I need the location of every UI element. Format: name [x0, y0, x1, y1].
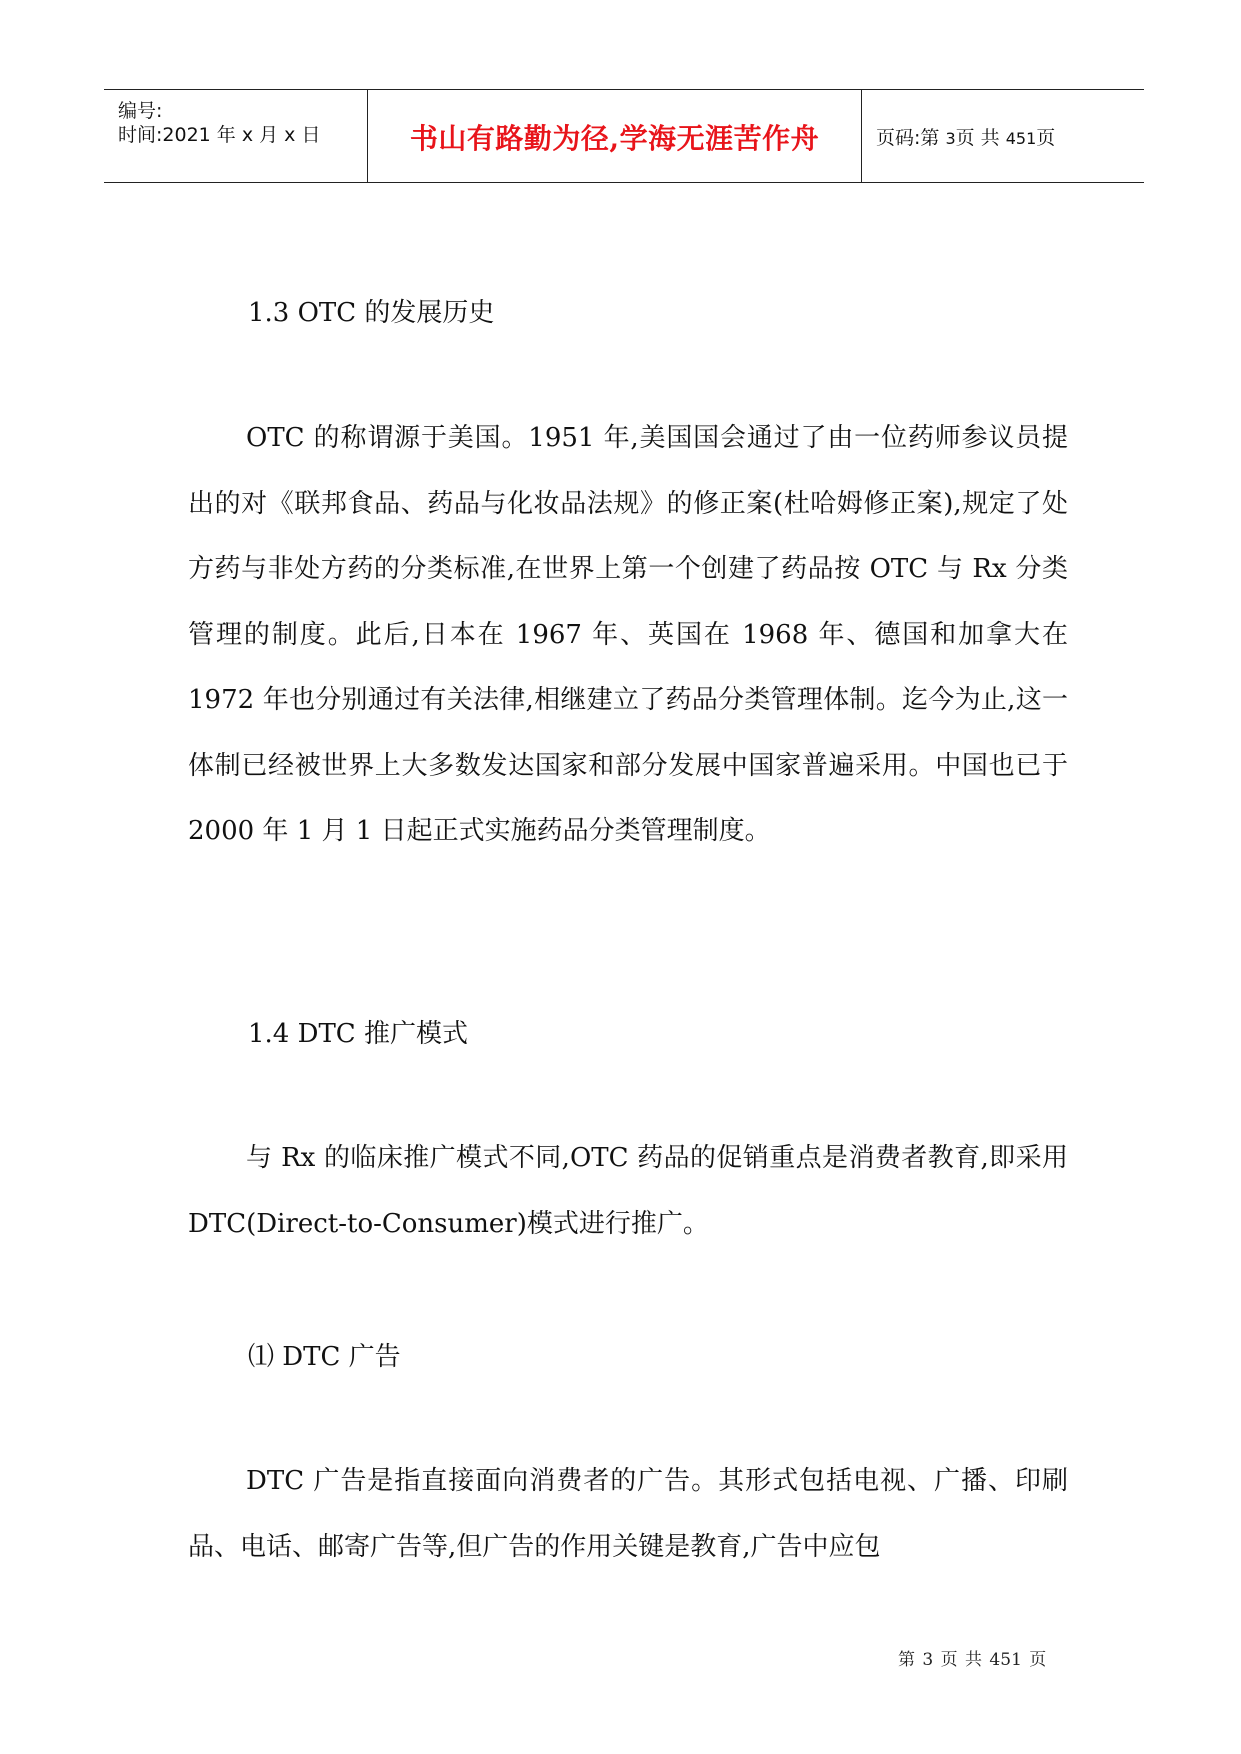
- page-total-number: 451: [1005, 129, 1037, 148]
- page-prefix: 页码:第: [876, 127, 946, 149]
- section-heading-1-3: 1.3 OTC 的发展历史: [248, 298, 495, 328]
- header-page-info: [876, 123, 1055, 150]
- header-left-cell: [104, 90, 368, 182]
- document-time-label: 时间:2021 年 x 月 x 日: [118, 124, 321, 146]
- page-footer: 第 3 页 共 451 页: [898, 1650, 1047, 1670]
- section-1-3-paragraph: OTC 的称谓源于美国。1951 年,美国国会通过了由一位药师参议员提出的对《联邦食品、药品与化妆品法规》的修正案(杜哈姆修正案),规定了处方药与非处方药的分类标准,在世界上第一个创建了药品按 OTC 与 Rx 分类管理的制度。此后,日本在 1967 年、英国在 1968 年、德国和加拿大在 1972 年也分别通过有关法律,相继建立了药品分类管理体制。迄今为止,这一体制已经被世界上大多数发达国家和部分发展中国家普遍采用。中国也已于 2000 年 1 月 1 日起正式实施药品分类管理制度。: [188, 423, 1068, 846]
- page-header-table: [104, 89, 1144, 183]
- page-suffix: 页: [1036, 127, 1056, 149]
- section-heading-1-4: 1.4 DTC 推广模式: [248, 1019, 468, 1049]
- page-mid: 页 共: [955, 127, 1006, 149]
- header-right-cell: [862, 90, 1144, 182]
- header-motto: 书山有路勤为径,学海无涯苦作舟: [409, 122, 820, 155]
- document-number-label: 编号:: [118, 100, 163, 122]
- page-current-number: 3: [945, 129, 956, 148]
- subsection-heading-dtc-ads: ⑴ DTC 广告: [248, 1342, 401, 1372]
- header-middle-cell: [368, 90, 862, 182]
- dtc-ads-paragraph: DTC 广告是指直接面向消费者的广告。其形式包括电视、广播、印刷品、电话、邮寄广告等,但广告的作用关键是教育,广告中应包: [188, 1466, 1068, 1562]
- section-1-4-paragraph: 与 Rx 的临床推广模式不同,OTC 药品的促销重点是消费者教育,即采用 DTC(Direct-to-Consumer)模式进行推广。: [188, 1143, 1068, 1239]
